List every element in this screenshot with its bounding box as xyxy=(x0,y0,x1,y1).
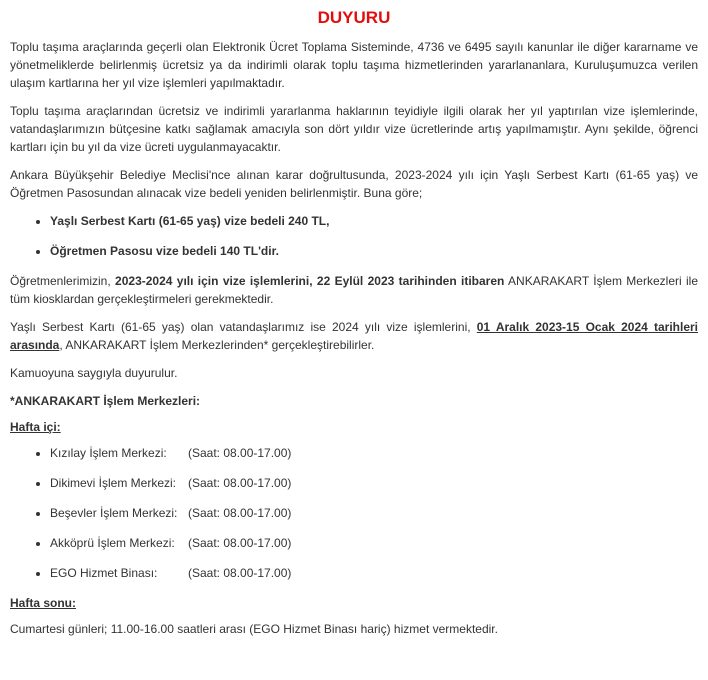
page-title: DUYURU xyxy=(317,8,391,27)
fee-item-senior: • Yaşlı Serbest Kartı (61-65 yaş) vize bedeli 240 TL, xyxy=(50,212,698,230)
fee-list xyxy=(10,212,698,260)
center-name: EGO Hizmet Binası: xyxy=(50,566,158,580)
paragraph-teachers xyxy=(10,272,698,308)
center-item-kizilay xyxy=(50,444,698,462)
centers-list xyxy=(10,444,698,582)
center-hours: (Saat: 08.00-17.00) xyxy=(188,506,292,520)
seniors-text-post: , ANKARAKART İşlem Merkezlerinden* gerçekleştirebilirler. xyxy=(59,338,375,352)
paragraph-intro: Toplu taşıma araçlarında geçerli olan Elektronik Ücret Toplama Sisteminde, 4736 ve 6495 sayılı kanunlar ile diğer kararname ve yönetmeliklerde belirlenmiş ücretsiz ya da indirimli olarak toplu taşıma hizmetlerinden yararlananlara, Kuruluşumuzca verilen ulaşım kartlarına her yıl vize işlemleri yapılmaktadır. xyxy=(10,40,698,90)
fee-item-teacher: • Öğretmen Pasosu vize bedeli 140 TL'dir. xyxy=(50,242,698,260)
teachers-text-post: ANKARAKART İşlem Merkezleri ile tüm kiosklardan gerçekleştirmeleri gerekmektedir. xyxy=(10,274,699,306)
center-name: Akköprü İşlem Merkezi: xyxy=(50,536,175,550)
weekend-heading: Hafta sonu: xyxy=(10,596,76,610)
center-item-besevler xyxy=(50,504,698,522)
center-hours: (Saat: 08.00-17.00) xyxy=(188,476,292,490)
center-item-akkopru xyxy=(50,534,698,552)
paragraph-fee-policy: Toplu taşıma araçlarından ücretsiz ve indirimli yararlanma haklarının teyidiyle ilgili olarak her yıl yaptırılan vize işlemlerinde, vatandaşlarımızın bütçesine katkı sağlamak amacıyla son dört yıldır vize ücretlerinde artış yapılmamıştır. Aynı şekilde, öğrenci kartları için bu yıl da vize ücreti uygulanmayacaktır. xyxy=(10,104,698,154)
paragraph-seniors xyxy=(10,318,698,354)
seniors-text-pre: Yaşlı Serbest Kartı (61-65 yaş) olan vatandaşlarımız ise 2024 yılı vize işlemlerini, xyxy=(10,320,477,334)
center-hours: (Saat: 08.00-17.00) xyxy=(188,536,292,550)
center-item-ego xyxy=(50,564,698,582)
center-item-dikimevi xyxy=(50,474,698,492)
seniors-date-range: 01 Aralık 2023-15 Ocak 2024 tarihleri arasında xyxy=(10,320,698,352)
weekday-heading-wrap xyxy=(10,418,698,436)
centers-heading: *ANKARAKART İşlem Merkezleri: xyxy=(10,394,201,408)
paragraph-closing: Kamuoyuna saygıyla duyurulur. xyxy=(10,366,178,380)
weekend-heading-wrap xyxy=(10,594,698,612)
paragraph-council-decision: Ankara Büyükşehir Belediye Meclisi'nce alınan karar doğrultusunda, 2023-2024 yılı için Yaşlı Serbest Kartı (61-65 yaş) ve Öğretmen Pasosundan alınacak vize bedeli yeniden belirlenmiştir. Buna göre; xyxy=(10,168,698,200)
teachers-date-highlight: 2023-2024 yılı için vize işlemlerini, 22 Eylül 2023 tarihinden itibaren xyxy=(115,274,505,288)
center-name: Kızılay İşlem Merkezi: xyxy=(50,446,167,460)
center-hours: (Saat: 08.00-17.00) xyxy=(188,566,292,580)
paragraph-weekend: Cumartesi günleri; 11.00-16.00 saatleri arası (EGO Hizmet Binası hariç) hizmet vermektedir. xyxy=(10,622,498,636)
weekday-heading: Hafta içi: xyxy=(10,420,61,434)
center-name: Dikimevi İşlem Merkezi: xyxy=(50,476,177,490)
center-name: Beşevler İşlem Merkezi: xyxy=(50,506,178,520)
center-hours: (Saat: 08.00-17.00) xyxy=(188,446,292,460)
teachers-text-pre: Öğretmenlerimizin, xyxy=(10,274,116,288)
